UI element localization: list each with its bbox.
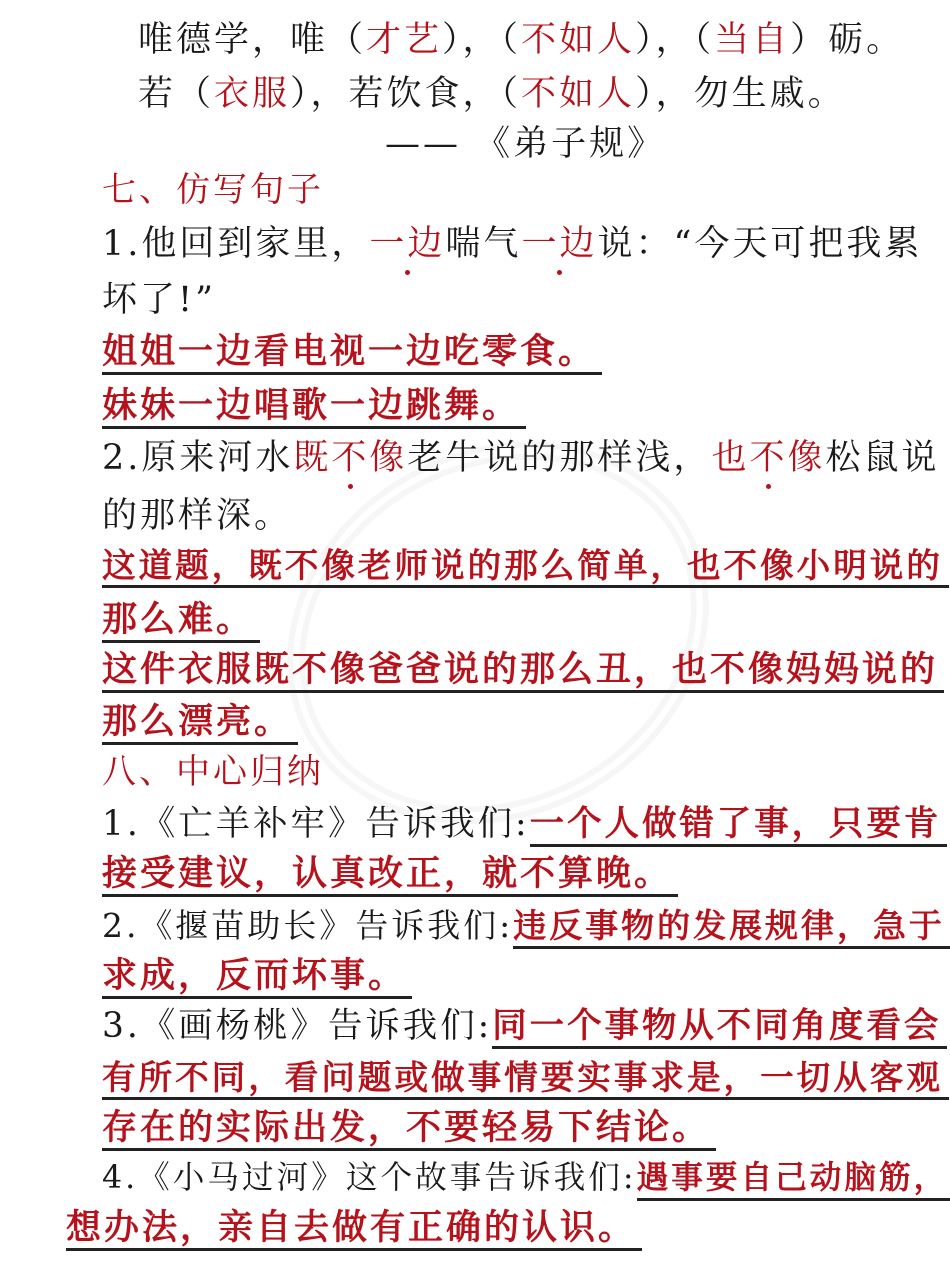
- poem-source: —— 《弟子规》: [385, 124, 666, 164]
- question-2: 2.原来河水既不像老牛说的那样浅，也不像松鼠说: [102, 438, 940, 478]
- summary-1: 1.《亡羊补牢》告诉我们:一个人做错了事，只要肯: [102, 802, 947, 847]
- summary-2: 2.《揠苗助长》告诉我们:违反事物的发展规律，急于: [102, 904, 950, 949]
- summary-3: 3.《画杨桃》告诉我们:同一个事物从不同角度看会: [102, 1004, 947, 1049]
- summary-4: 4.《小马过河》这个故事告诉我们:遇事要自己动脑筋，: [102, 1156, 950, 1201]
- section-7-heading: 七、仿写句子: [102, 170, 324, 210]
- emphasis-mark: 既不像: [293, 438, 408, 478]
- summary-4-cont: 想办法，亲自去做有正确的认识。: [66, 1206, 642, 1251]
- answer-1b: 妹妹一边唱歌一边跳舞。: [102, 384, 526, 429]
- summary-2-cont: 求成，反而坏事。: [102, 954, 412, 999]
- answer-2a: 这道题，既不像老师说的那么简单，也不像小明说的: [102, 544, 949, 588]
- question-1-cont: 坏了!”: [102, 280, 216, 320]
- poem-line-1: 唯德学，唯（才艺），（不如人），（当自）砺。: [138, 20, 905, 60]
- emphasis-mark: 也不像: [711, 438, 826, 478]
- answer-2b: 这件衣服既不像爸爸说的那么丑，也不像妈妈说的: [102, 648, 944, 693]
- section-8-heading: 八、中心归纳: [102, 752, 324, 792]
- emphasis-mark: 一边: [369, 224, 446, 264]
- summary-1-cont: 接受建议，认真改正，就不算晚。: [102, 852, 678, 897]
- poem-line-2: 若（衣服），若饮食，（不如人），勿生戚。: [138, 74, 846, 114]
- answer-2a-cont: 那么难。: [102, 598, 260, 643]
- question-1: 1.他回到家里，一边喘气一边说：“今天可把我累: [102, 224, 923, 264]
- question-2-cont: 的那样深。: [102, 496, 293, 536]
- answer-1a: 姐姐一边看电视一边吃零食。: [102, 330, 602, 375]
- summary-3-cont-2: 存在的实际出发，不要轻易下结论。: [102, 1106, 716, 1151]
- summary-3-cont-1: 有所不同，看问题或做事情要实事求是，一切从客观: [102, 1056, 949, 1100]
- emphasis-mark: 一边: [521, 224, 598, 264]
- answer-2b-cont: 那么漂亮。: [102, 700, 298, 745]
